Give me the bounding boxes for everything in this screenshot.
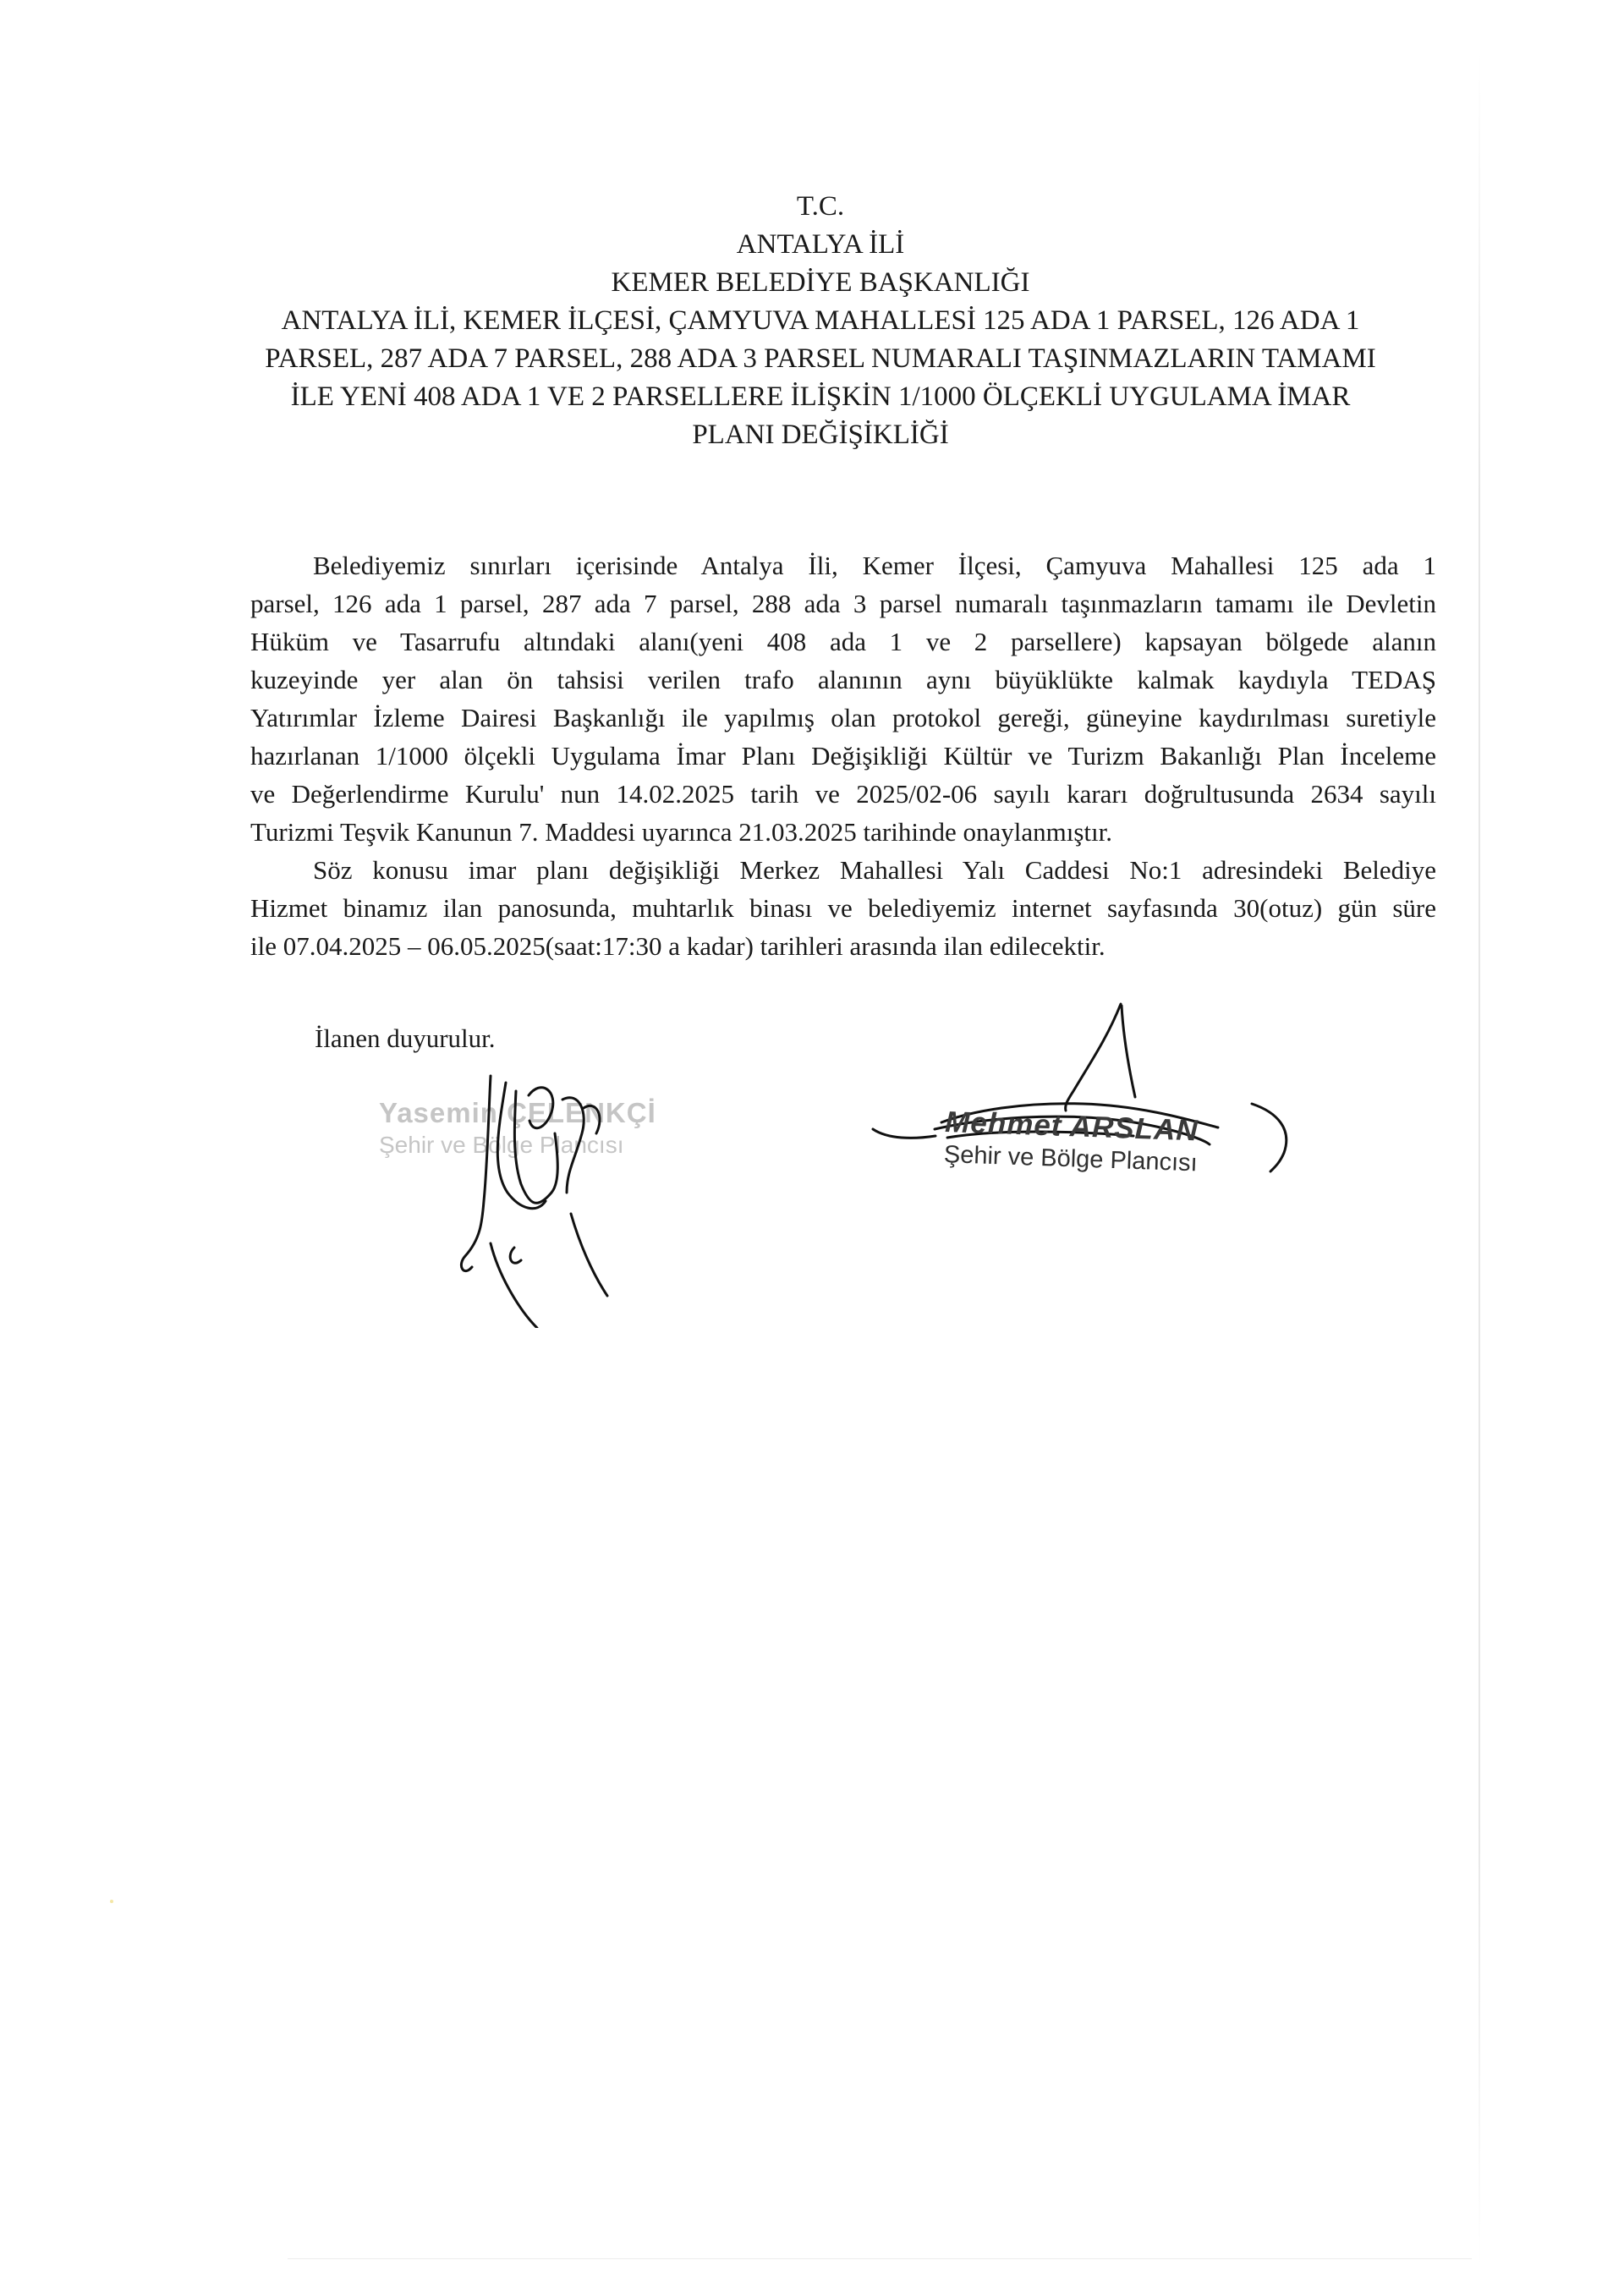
header-title-line: PARSEL, 287 ADA 7 PARSEL, 288 ADA 3 PARSEL NUMARALI TAŞINMAZLARIN TAMAMI xyxy=(265,343,1376,374)
stamp-left-title: Şehir ve Bölge Plancısı xyxy=(379,1132,624,1158)
paragraph-line: Hizmet binamız ilan panosunda, muhtarlık binası ve belediyemiz internet sayfasında 30(otuz) gün süre xyxy=(250,893,1436,923)
header-tc: T.C. xyxy=(796,191,845,222)
stamp-right-title: Şehir ve Bölge Plancısı xyxy=(943,1140,1199,1177)
header-title-line: İLE YENİ 408 ADA 1 VE 2 PARSELLERE İLİŞKİN 1/1000 ÖLÇEKLİ UYGULAMA İMAR xyxy=(290,381,1351,412)
header-province: ANTALYA İLİ xyxy=(736,229,905,260)
paragraph-line: ile 07.04.2025 – 06.05.2025(saat:17:30 a kadar) tarihleri arasında ilan edilecektir. xyxy=(250,931,1106,961)
signature-left-icon xyxy=(364,1074,702,1328)
paragraph-line: Turizmi Teşvik Kanunun 7. Maddesi uyarınca 21.03.2025 tarihinde onaylanmıştır. xyxy=(250,817,1112,847)
header-title-line: ANTALYA İLİ, KEMER İLÇESİ, ÇAMYUVA MAHALLESİ 125 ADA 1 PARSEL, 126 ADA 1 xyxy=(281,305,1360,336)
header-title-line: PLANI DEĞİŞİKLİĞİ xyxy=(692,420,949,450)
paragraph-line: Söz konusu imar planı değişikliği Merkez Mahallesi Yalı Caddesi No:1 adresindeki Belediye xyxy=(313,855,1436,885)
paragraph-line: Yatırımlar İzleme Dairesi Başkanlığı ile yapılmış olan protokol gereği, güneyine kaydırılması suretiyle xyxy=(250,703,1436,732)
stamp-right xyxy=(943,1105,1199,1177)
document-body xyxy=(250,546,1436,965)
scan-bottom-line xyxy=(288,2258,1472,2259)
paragraph-line: parsel, 126 ada 1 parsel, 287 ada 7 parsel, 288 ada 3 parsel numaralı taşınmazların tamamı ile Devletin xyxy=(250,589,1436,618)
scan-edge-line xyxy=(1479,51,1480,2267)
paragraph-line: Belediyemiz sınırları içerisinde Antalya İli, Kemer İlçesi, Çamyuva Mahallesi 125 ada 1 xyxy=(313,551,1436,580)
stamp-left-name: Yasemin ÇELENKÇİ xyxy=(379,1097,656,1128)
scan-dust-mark xyxy=(110,1900,113,1903)
announce-text: İlanen duyurulur. xyxy=(315,1023,496,1053)
paragraph-line: kuzeyinde yer alan ön tahsisi verilen trafo alanının aynı büyüklükte kalmak kaydıyla TEDAŞ xyxy=(250,665,1436,694)
paragraph-display-info xyxy=(250,851,1436,965)
stamp-right-name: Mehmet ARSLAN xyxy=(944,1105,1199,1148)
paragraph-line: ve Değerlendirme Kurulu' nun 14.02.2025 tarih ve 2025/02-06 sayılı kararı doğrultusunda 2634 sayılı xyxy=(250,779,1436,809)
paragraph-line: hazırlanan 1/1000 ölçekli Uygulama İmar Planı Değişikliği Kültür ve Turizm Bakanlığı Plan İnceleme xyxy=(250,741,1436,771)
header-municipality: KEMER BELEDİYE BAŞKANLIĞI xyxy=(611,267,1030,298)
document-header xyxy=(203,188,1438,454)
paragraph-line: Hüküm ve Tasarrufu altındaki alanı(yeni 408 ada 1 ve 2 parsellere) kapsayan bölgede alanın xyxy=(250,627,1436,656)
paragraph-announcement xyxy=(250,546,1436,851)
